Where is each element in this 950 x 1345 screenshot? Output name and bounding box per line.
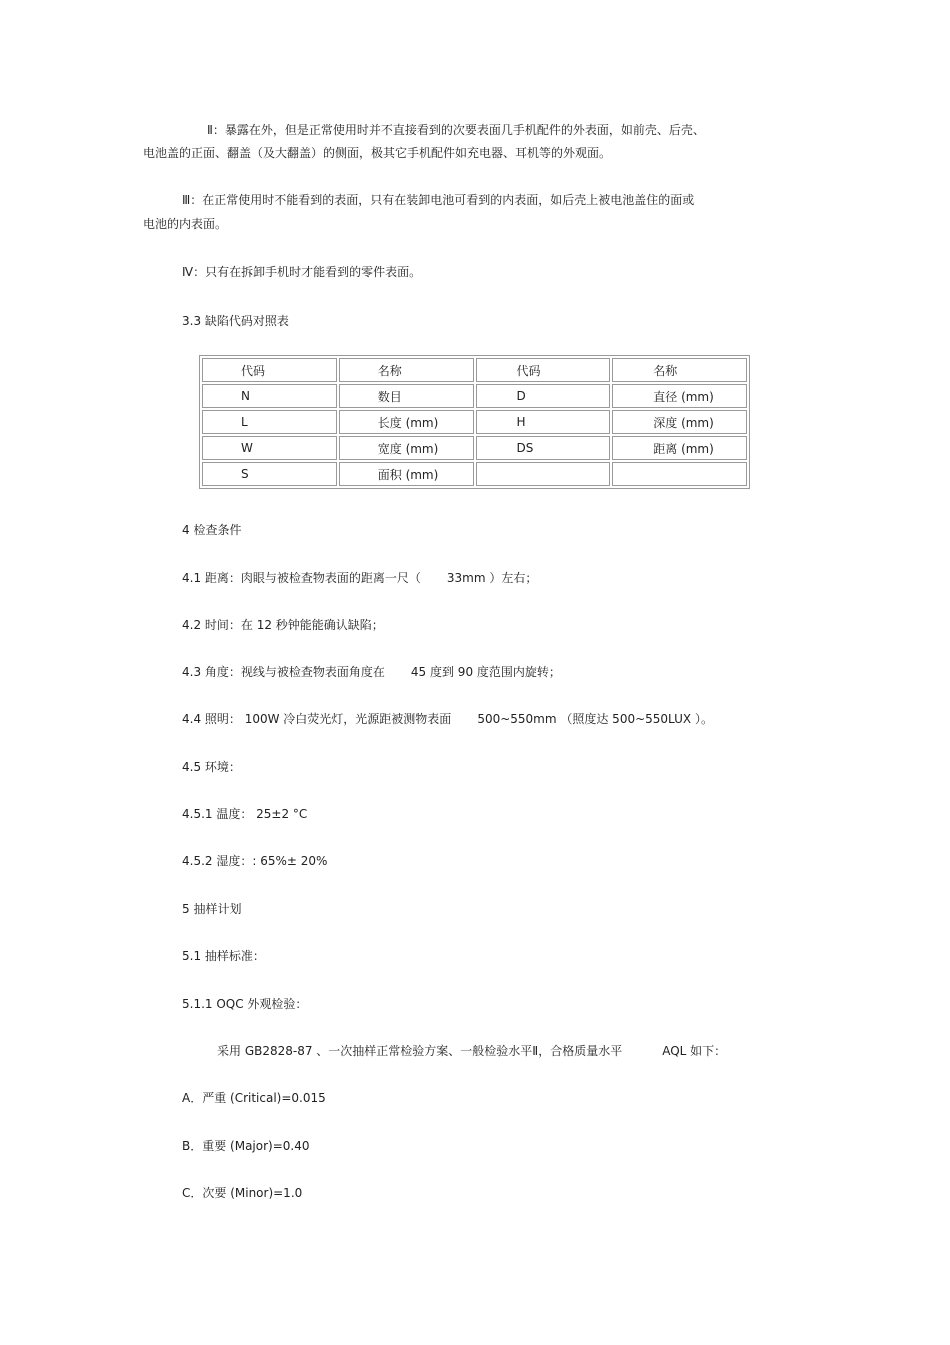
item-4-5: 4.5 环境： <box>182 760 241 774</box>
paragraph-level-2-line-1: Ⅱ：暴露在外，但是正常使用时并不直接看到的次要表面几手机配件的外表面，如前壳、后壳、 <box>207 123 705 137</box>
paragraph-level-2-line-2: 电池盖的正面、翻盖（及大翻盖）的侧面，极其它手机配件如充电器、耳机等的外观面。 <box>143 146 612 160</box>
table-cell: 直径 (mm) <box>612 384 747 408</box>
table-cell: 距离 (mm) <box>612 436 747 460</box>
table-row <box>202 384 747 408</box>
table-cell: DS <box>476 436 611 460</box>
table-row <box>202 436 747 460</box>
item-4-3-text-b: 45 度到 90 度范围内旋转； <box>410 665 561 679</box>
table-cell: 面积 (mm) <box>339 462 474 486</box>
table-row <box>202 462 747 486</box>
item-4-1-text-a: 4.1 距离：肉眼与被检查物表面的距离一尺（ <box>182 571 421 585</box>
item-5-1-1: 5.1.1 OQC 外观检验： <box>182 997 308 1011</box>
table-row <box>202 410 747 434</box>
section-4-heading: 4 检查条件 <box>182 523 242 537</box>
table-cell: 深度 (mm) <box>612 410 747 434</box>
item-4-1-text-b: 33mm ）左右； <box>446 571 538 585</box>
defect-code-table <box>199 355 750 489</box>
table-cell: D <box>476 384 611 408</box>
table-cell: 宽度 (mm) <box>339 436 474 460</box>
table-header-row <box>202 358 747 382</box>
section-3-3-heading: 3.3 缺陷代码对照表 <box>182 314 289 328</box>
table-cell: W <box>202 436 337 460</box>
aql-minor: C．次要 (Minor)=1.0 <box>182 1186 303 1200</box>
table-header-cell: 名称 <box>339 358 474 382</box>
item-4-5-2: 4.5.2 湿度：: 65%± 20% <box>182 854 328 868</box>
aql-major: B．重要 (Major)=0.40 <box>182 1139 310 1153</box>
paragraph-level-3-line-1: Ⅲ：在正常使用时不能看到的表面，只有在装卸电池可看到的内表面，如后壳上被电池盖住的面或 <box>182 193 695 207</box>
table-cell <box>612 462 747 486</box>
table-header-cell: 名称 <box>612 358 747 382</box>
table-header-cell: 代码 <box>202 358 337 382</box>
table-cell: 长度 (mm) <box>339 410 474 434</box>
table-cell <box>476 462 611 486</box>
item-4-3 <box>182 664 561 680</box>
table-cell: H <box>476 410 611 434</box>
item-4-5-1: 4.5.1 温度： 25±2 °C <box>182 807 308 821</box>
aql-critical: A．严重 (Critical)=0.015 <box>182 1091 326 1105</box>
item-4-4 <box>182 711 713 727</box>
section-5-heading: 5 抽样计划 <box>182 902 242 916</box>
table-cell: S <box>202 462 337 486</box>
item-4-4-text-a: 4.4 照明： 100W 冷白荧光灯，光源距被测物表面 <box>182 712 452 726</box>
aql-intro-text-b: AQL 如下： <box>662 1044 727 1058</box>
table-cell: N <box>202 384 337 408</box>
table-header-cell: 代码 <box>476 358 611 382</box>
table-cell: L <box>202 410 337 434</box>
aql-intro-text-a: 采用 GB2828-87 、一次抽样正常检验方案、一般检验水平Ⅱ，合格质量水平 <box>217 1044 623 1058</box>
paragraph-level-3-line-2: 电池的内表面。 <box>143 217 228 231</box>
paragraph-level-4: Ⅳ：只有在拆卸手机时才能看到的零件表面。 <box>182 265 422 279</box>
item-4-3-text-a: 4.3 角度：视线与被检查物表面角度在 <box>182 665 385 679</box>
item-5-1: 5.1 抽样标准： <box>182 949 265 963</box>
item-4-2: 4.2 时间：在 12 秒钟能能确认缺陷； <box>182 618 384 632</box>
item-4-1 <box>182 570 537 586</box>
aql-intro <box>217 1043 726 1059</box>
table-cell: 数目 <box>339 384 474 408</box>
item-4-4-text-b: 500~550mm （照度达 500~550LUX ）。 <box>477 712 713 726</box>
